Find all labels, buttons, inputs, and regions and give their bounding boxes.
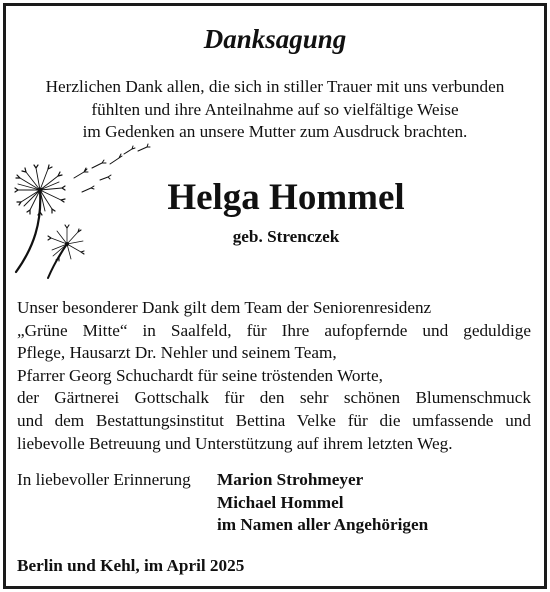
memory-label: In liebevoller Erinnerung xyxy=(17,470,191,489)
body-line: der Gärtnerei Gottschalk für den sehr schönen Blumenschmuck xyxy=(17,388,531,408)
body-line: Pflege, Hausarzt Dr. Nehler und seinem Team, xyxy=(17,343,337,363)
intro-line: Herzlichen Dank allen, die sich in stiller Trauer mit uns verbunden xyxy=(45,77,505,96)
notice-heading: Danksagung xyxy=(203,24,347,54)
signers xyxy=(217,469,428,537)
intro-line: im Gedenken an unsere Mutter zum Ausdruck brachten. xyxy=(82,122,468,141)
body-line: „Grüne Mitte“ in Saalfeld, für Ihre aufopfernde und geduldige xyxy=(17,320,531,340)
body-line: Pfarrer Georg Schuchardt für seine tröstenden Worte, xyxy=(17,365,383,385)
signer-name: Marion Strohmeyer xyxy=(217,470,364,489)
signer-name: Michael Hommel xyxy=(217,492,344,512)
deceased-name: Helga Hommel xyxy=(167,177,405,218)
obituary-card xyxy=(3,3,547,589)
thanks-body xyxy=(17,297,531,455)
body-line: Unser besonderer Dank gilt dem Team der Seniorenresidenz xyxy=(17,298,432,317)
body-line: liebevolle Betreuung und Unterstützung auf ihrem letzten Weg. xyxy=(17,433,453,453)
place-date: Berlin und Kehl, im April 2025 xyxy=(17,556,245,575)
maiden-name: geb. Strenczek xyxy=(232,227,340,246)
signer-note: im Namen aller Angehörigen xyxy=(217,515,429,535)
intro-text xyxy=(6,76,544,144)
body-line: und dem Bestattungsinstitut Bettina Velke für die umfassende und xyxy=(17,410,531,430)
intro-line: fühlten und ihre Anteilnahme auf so vielfältige Weise xyxy=(91,99,459,119)
